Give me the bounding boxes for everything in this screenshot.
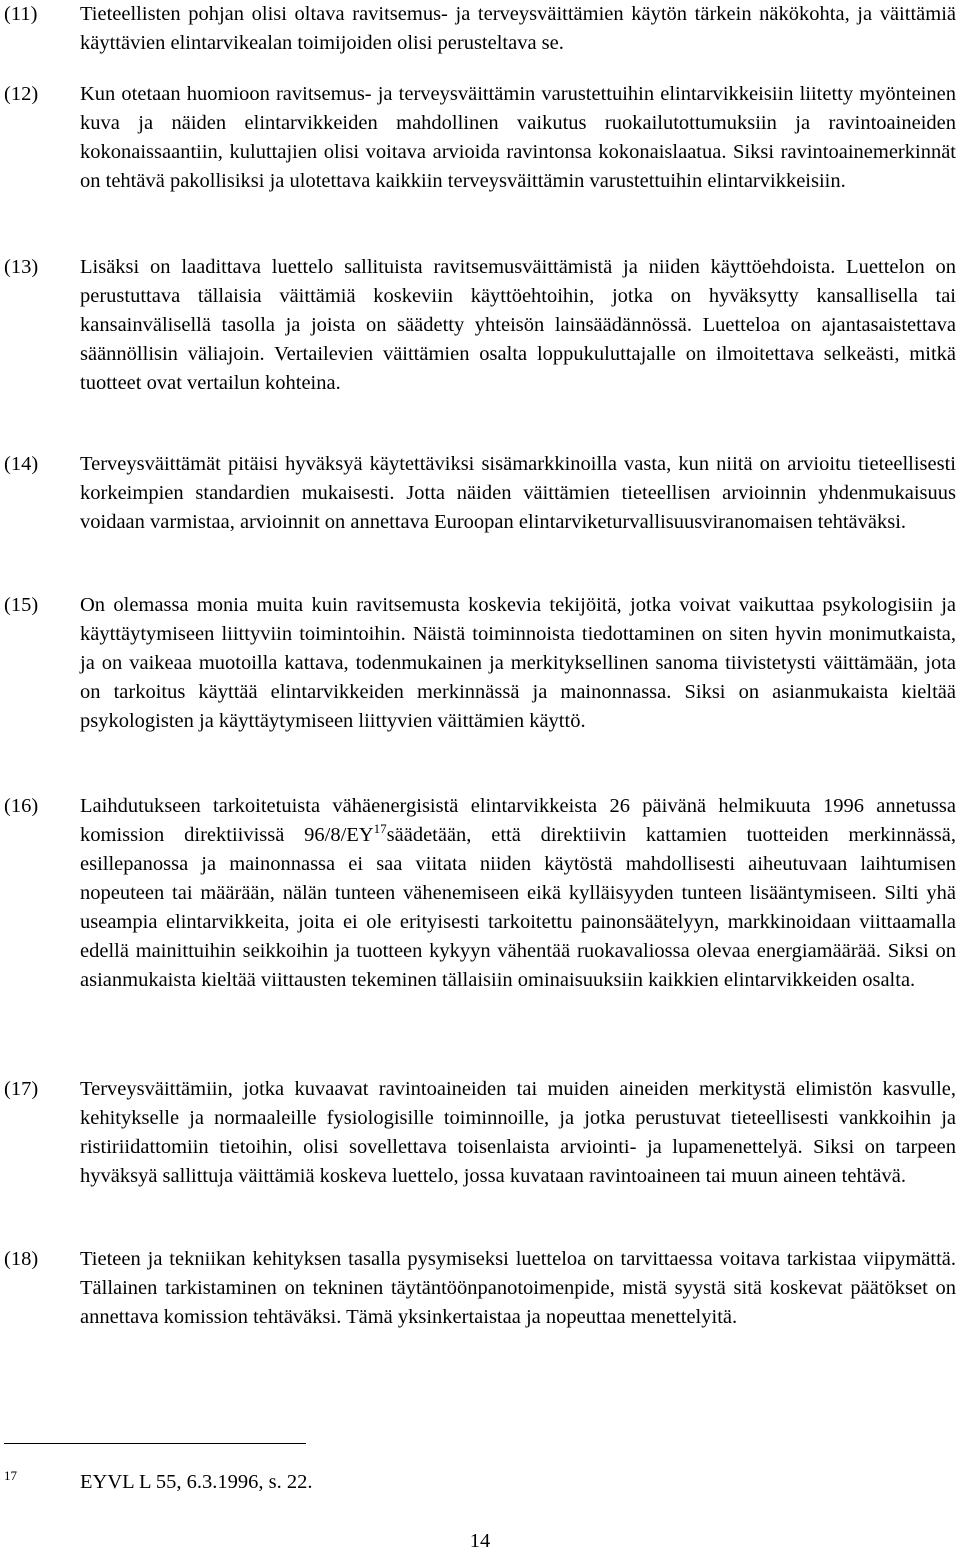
recital-number: (12): [4, 83, 39, 105]
recital-number: (16): [4, 795, 39, 817]
footnote-text: EYVL L 55, 6.3.1996, s. 22.: [80, 1471, 313, 1493]
footnote-divider: [4, 1443, 306, 1444]
recital-text: Lisäksi on laadittava luettelo sallituista ravitsemusväittämistä ja niiden käyttöehdoista. Luettelon on perustuttava tällaisia väittämiä koskeviin käyttöehtoihin, jotka on hyväksytty kansallisella tai kansainvälisellä tasolla ja joista on säädetty yhteisön lainsäädännössä. Luetteloa on ajantasaistettava säännöllisin väliajoin. Vertailevien väittämien osalta loppukuluttajalle on ilmoitettava selkeästi, mitkä tuotteet ovat vertailun kohteina.: [80, 256, 956, 394]
recital-16: [0, 792, 960, 995]
footnote-number: 17: [4, 1468, 17, 1483]
recital-18: [0, 1245, 960, 1332]
page-number: 14: [469, 1530, 491, 1552]
recital-number: (14): [4, 453, 39, 475]
recital-text-part: säädetään, että direktiivin kattamien tuotteiden merkinnässä, esillepanossa ja mainonnassa ei saa viitata niiden käytöstä mahdollisesti aiheutuvaan laihtumisen nopeuteen tai määrään, nälän tunteen vähenemiseen eikä kylläisyyden tunteen lisääntymiseen. Silti yhä useampia elintarvikkeita, joita ei ole erityisesti tarkoitettu painonsäätelyyn, markkinoidaan viittaamalla edellä mainittuihin seikkoihin ja tuotteen kykyyn vähentää ruokavaliossa olevaa energiamäärää. Siksi on asianmukaista kieltää viittausten tekeminen tällaisiin ominaisuuksiin kaikkien elintarvikkeiden osalta.: [80, 824, 956, 991]
recital-12: [0, 80, 960, 196]
recital-number: (17): [4, 1078, 39, 1100]
recital-number: (18): [4, 1248, 39, 1270]
recital-number: (15): [4, 594, 39, 616]
recital-text: Kun otetaan huomioon ravitsemus- ja terveysväittämin varustettuihin elintarvikkeisiin liitetty myönteinen kuva ja näiden elintarvikkeiden mahdollinen vaikutus ruokailutottumuksiin ja ravintoaineiden kokonaissaantiin, kuluttajien olisi voitava arvioida ravintonsa kokonaislaatua. Siksi ravintoainemerkinnät on tehtävä pakollisiksi ja ulotettava kaikkiin terveysväittämin varustettuihin elintarvikkeisiin.: [80, 83, 956, 192]
recital-17: [0, 1075, 960, 1191]
recital-number: (11): [4, 3, 38, 25]
recital-text: Terveysväittämät pitäisi hyväksyä käytettäviksi sisämarkkinoilla vasta, kun niitä on arvioitu tieteellisesti korkeimpien standardien mukaisesti. Jotta näiden väittämien tieteellisen arvioinnin yhdenmukaisuus voidaan varmistaa, arvioinnit on annettava Euroopan elintarviketurvallisuusviranomaisen tehtäväksi.: [80, 453, 956, 533]
recital-text: Tieteen ja tekniikan kehityksen tasalla pysymiseksi luetteloa on tarvittaessa voitava tarkistaa viipymättä. Tällainen tarkistaminen on tekninen täytäntöönpanotoimenpide, mistä syystä sitä koskevat päätökset on annettava komission tehtäväksi. Tämä yksinkertaistaa ja nopeuttaa menettelyitä.: [80, 1248, 956, 1328]
recital-text: On olemassa monia muita kuin ravitsemusta koskevia tekijöitä, jotka voivat vaikuttaa psykologisiin ja käyttäytymiseen liittyviin toimintoihin. Näistä toiminnoista tiedottaminen on siten hyvin monimutkaista, ja on vaikeaa muotoilla kattava, todenmukainen ja merkityksellinen sanoma tiivistetysti väittämään, jota on tarkoitus käyttää elintarvikkeiden merkinnässä ja mainonnassa. Siksi on asianmukaista kieltää psykologisten ja käyttäytymiseen liittyvien väittämien käyttö.: [80, 594, 956, 732]
recital-11: [0, 0, 960, 58]
recital-number: (13): [4, 256, 39, 278]
footnote-reference: 17: [373, 821, 387, 836]
recital-text: Tieteellisten pohjan olisi oltava ravitsemus- ja terveysväittämien käytön tärkein näkökohta, ja väittämiä käyttävien elintarvikealan toimijoiden olisi perusteltava se.: [80, 3, 956, 54]
recital-13: [0, 253, 960, 398]
recital-text: [80, 792, 956, 995]
recital-14: [0, 450, 960, 537]
recital-15: [0, 591, 960, 736]
recital-text-part: Laihdutukseen tarkoitetuista vähäenergisistä elintarvikkeista 26 päivänä helmikuuta 1996 annetussa komission direktiivissä 96/8/EY: [80, 795, 956, 846]
recital-text: Terveysväittämiin, jotka kuvaavat ravintoaineiden tai muiden aineiden merkitystä elimistön kasvulle, kehitykselle ja normaaleille fysiologisille toiminnoille, ja jotka perustuvat tieteellisesti vankkoihin ja ristiriidattomiin tietoihin, olisi sovellettava toisenlaista arviointi- ja lupamenettelyä. Siksi on tarpeen hyväksyä sallittuja väittämiä koskeva luettelo, jossa kuvataan ravintoaineen tai muun aineen tehtävä.: [80, 1078, 956, 1187]
